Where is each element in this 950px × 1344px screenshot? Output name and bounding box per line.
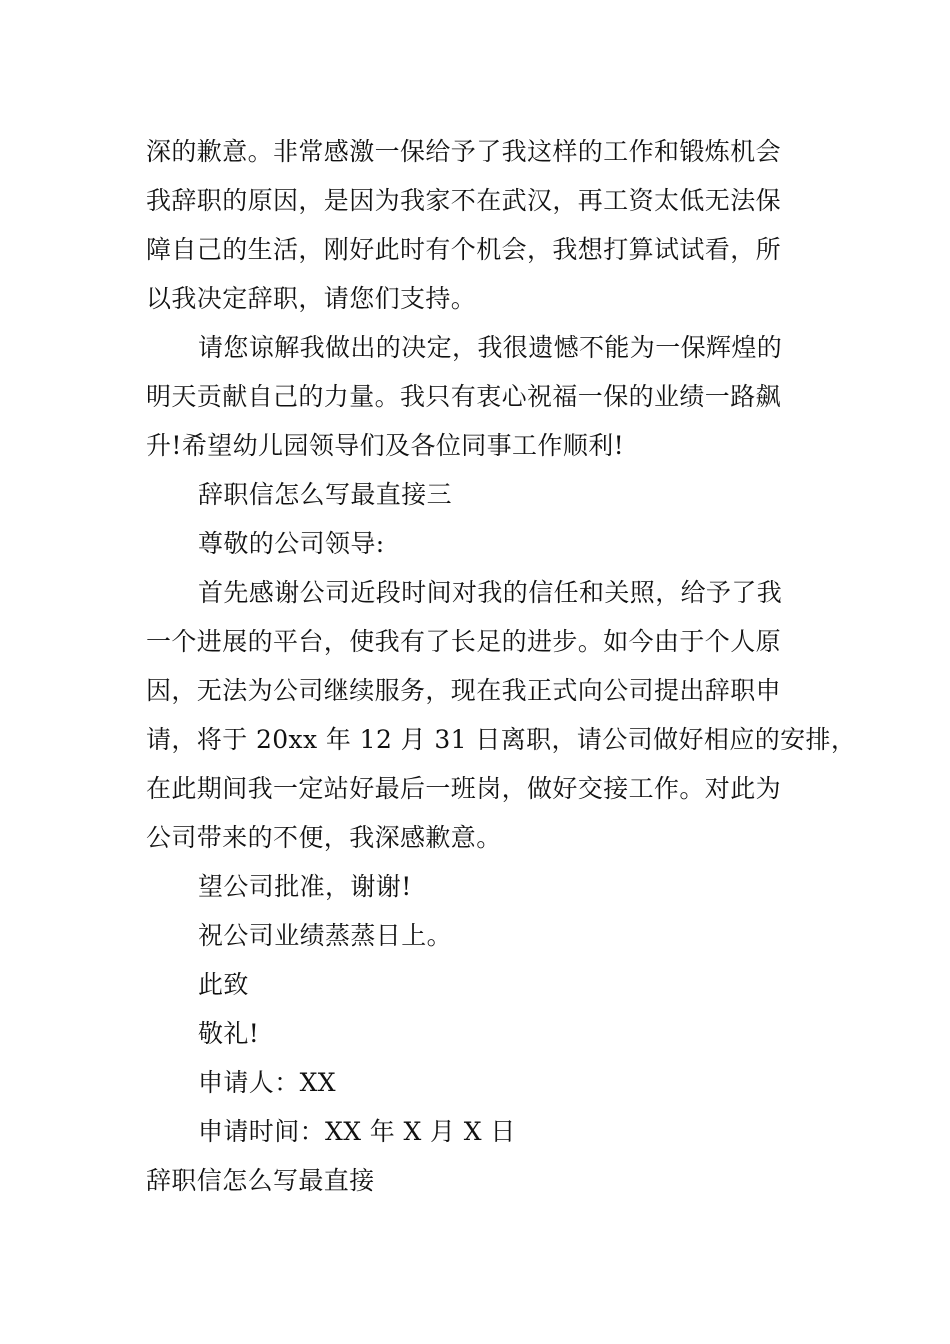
body-line: 明天贡献自己的力量。我只有衷心祝福一保的业绩一路飙	[146, 382, 782, 411]
body-line: 首先感谢公司近段时间对我的信任和关照，给予了我	[198, 578, 783, 607]
document-body	[146, 127, 857, 1205]
body-line: 因，无法为公司继续服务，现在我正式向公司提出辞职申	[146, 676, 782, 705]
body-line: 我辞职的原因，是因为我家不在武汉，再工资太低无法保	[146, 186, 782, 215]
application-date-line: 申请时间：XX 年 X 月 X 日	[198, 1117, 516, 1146]
body-line: 障自己的生活，刚好此时有个机会，我想打算试试看，所	[146, 235, 782, 264]
closing-line: 此致	[198, 970, 249, 999]
section-heading: 辞职信怎么写最直接三	[198, 480, 453, 509]
body-line: 请您谅解我做出的决定，我很遗憾不能为一保辉煌的	[198, 333, 783, 362]
body-line: 升!希望幼儿园领导们及各位同事工作顺利!	[146, 431, 625, 460]
closing-line: 敬礼!	[198, 1019, 260, 1048]
body-line: 请，将于 20xx 年 12 月 31 日离职，请公司做好相应的安排，	[146, 725, 857, 754]
body-line: 深的歉意。非常感激一保给予了我这样的工作和锻炼机会	[146, 137, 782, 166]
applicant-line: 申请人：XX	[198, 1068, 336, 1097]
body-line: 公司带来的不便，我深感歉意。	[146, 823, 502, 852]
closing-line: 望公司批准，谢谢!	[198, 872, 412, 901]
salutation: 尊敬的公司领导:	[198, 529, 385, 558]
footer-title: 辞职信怎么写最直接	[146, 1166, 375, 1195]
body-line: 以我决定辞职，请您们支持。	[146, 284, 477, 313]
body-line: 一个进展的平台，使我有了长足的进步。如今由于个人原	[146, 627, 782, 656]
body-line: 在此期间我一定站好最后一班岗，做好交接工作。对此为	[146, 774, 782, 803]
closing-line: 祝公司业绩蒸蒸日上。	[198, 921, 453, 950]
